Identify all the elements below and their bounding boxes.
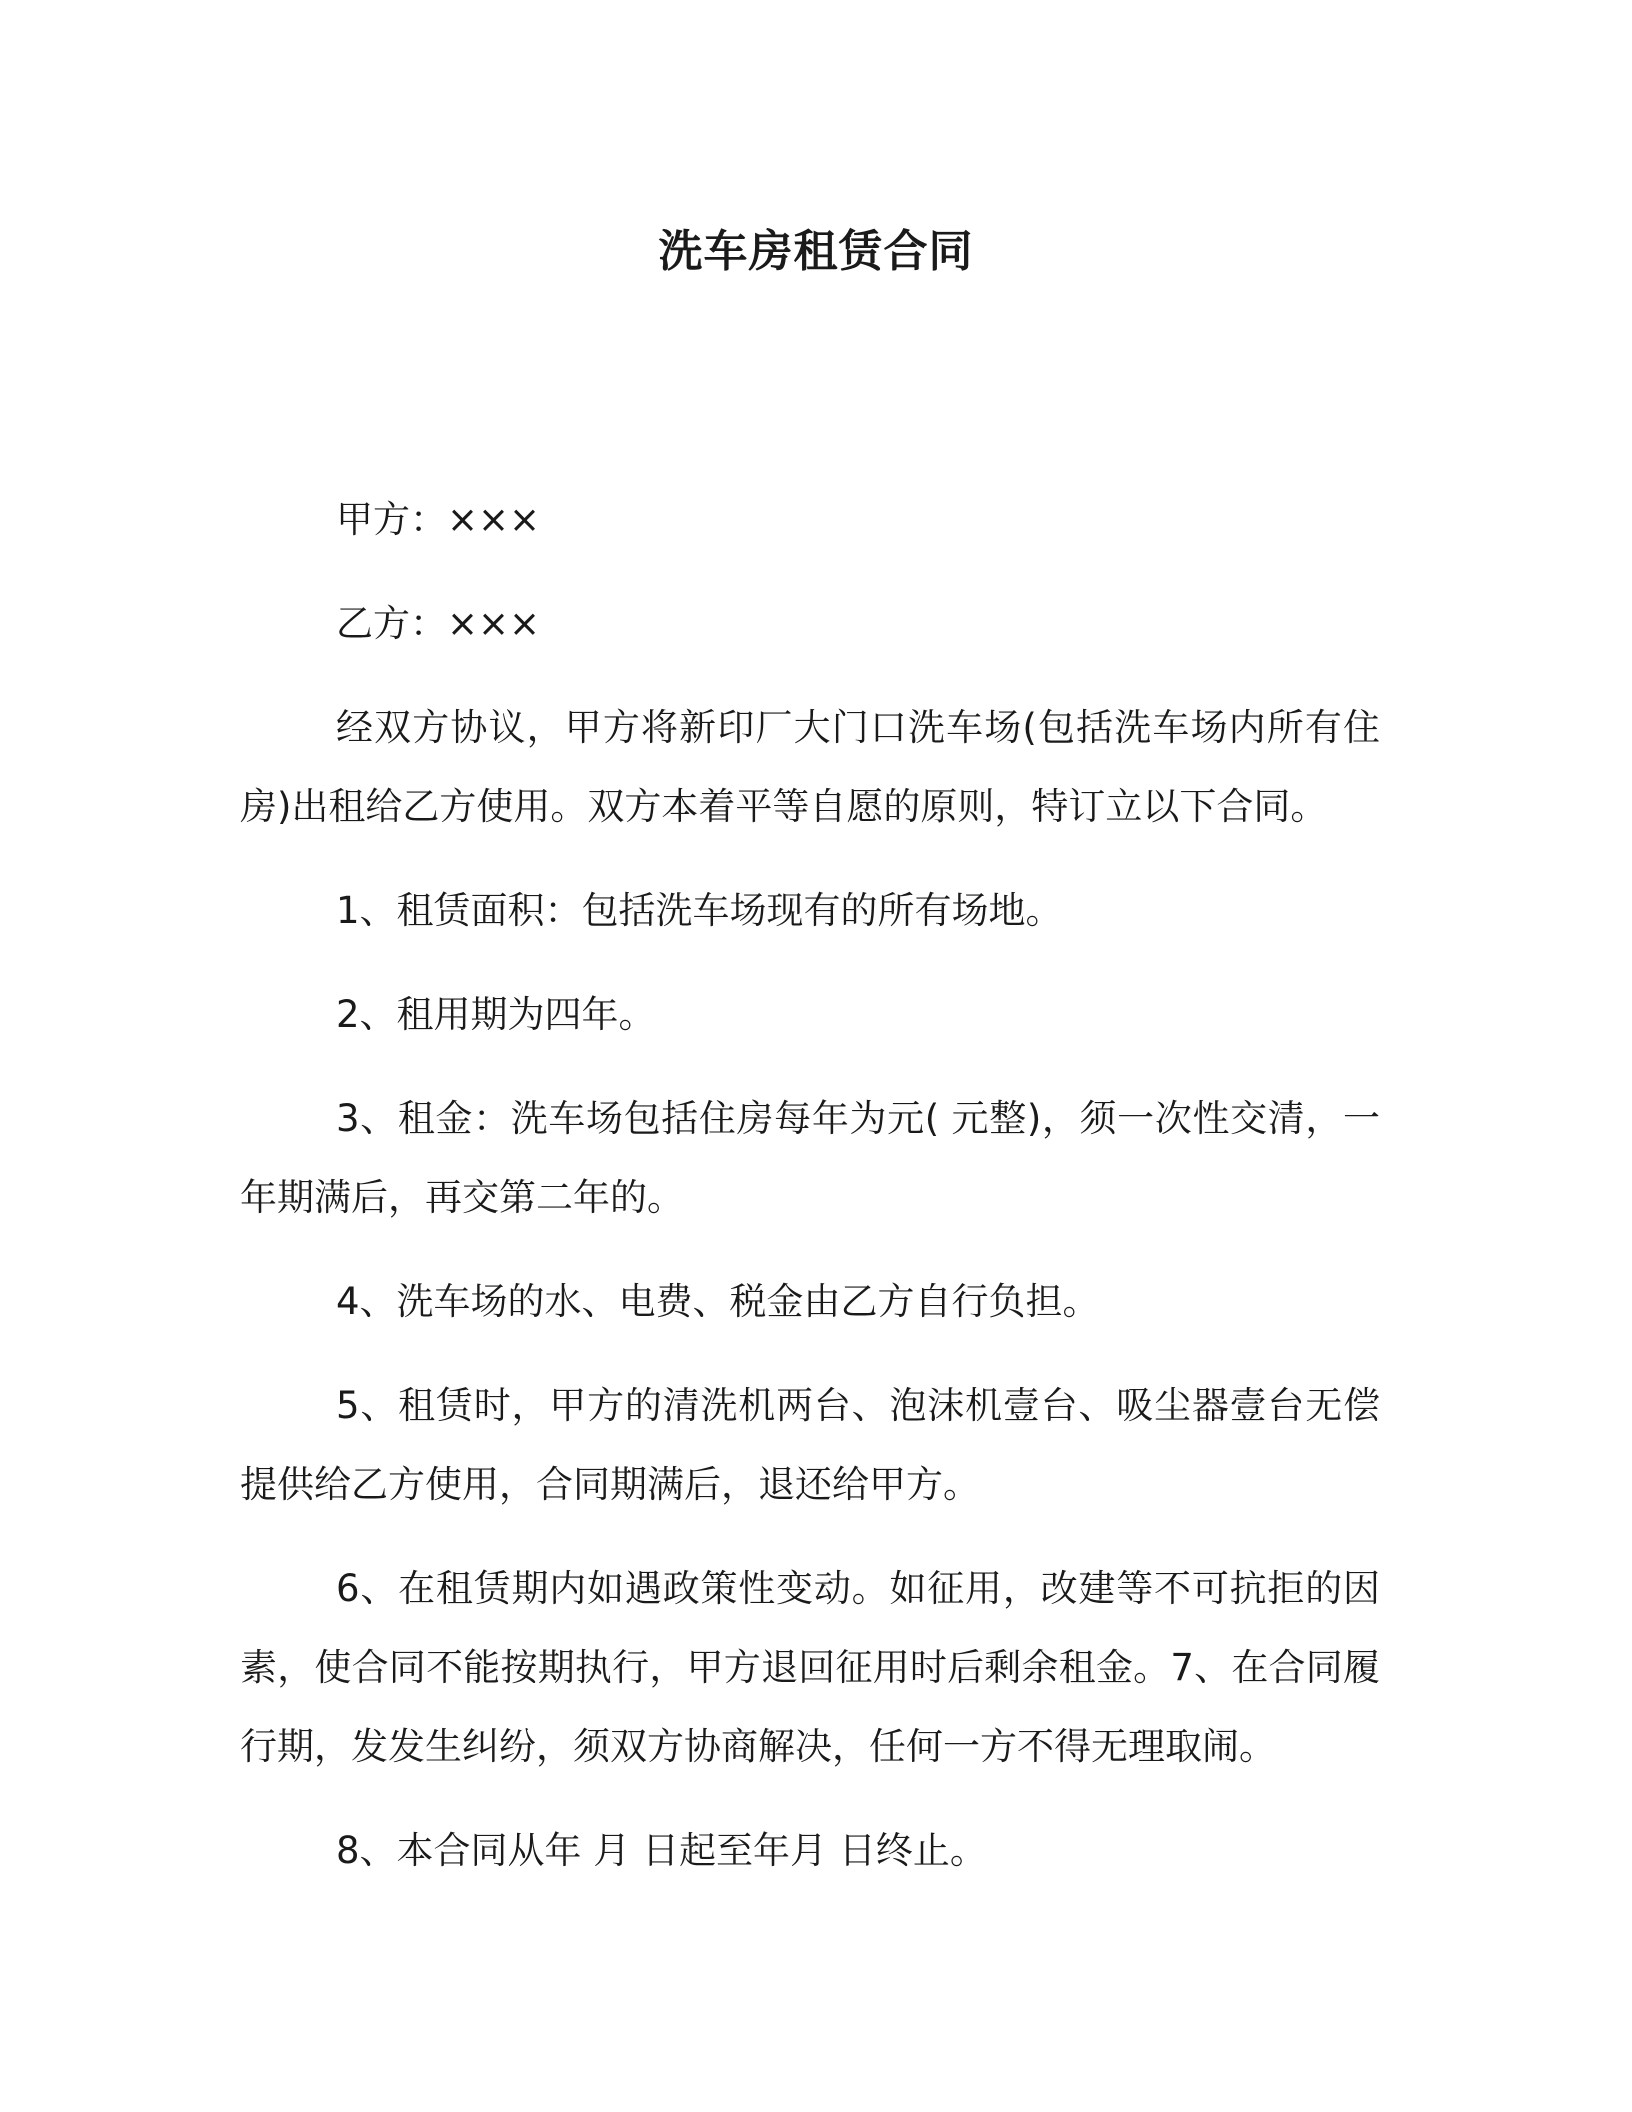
clause-1: 1、租赁面积：包括洗车场现有的所有场地。	[336, 889, 1063, 932]
document-title: 洗车房租赁合同	[658, 226, 974, 277]
clause-2: 2、租用期为四年。	[336, 993, 656, 1036]
clause-6-7: 6、在租赁期内如遇政策性变动。如征用，改建等不可抗拒的因素，使合同不能按期执行，甲方退回征用时后剩余租金。7、在合同履行期，发发生纠纷，须双方协商解决，任何一方不得无理取闹。	[240, 1567, 1380, 1768]
clause-4: 4、洗车场的水、电费、税金由乙方自行负担。	[336, 1280, 1100, 1323]
clause-5: 5、租赁时，甲方的清洗机两台、泡沫机壹台、吸尘器壹台无偿提供给乙方使用，合同期满后，退还给甲方。	[240, 1384, 1380, 1506]
clause-3: 3、租金：洗车场包括住房每年为元( 元整)，须一次性交清，一年期满后，再交第二年的。	[240, 1097, 1380, 1219]
document-body	[240, 480, 1380, 1915]
intro-paragraph: 经双方协议，甲方将新印厂大门口洗车场(包括洗车场内所有住房)出租给乙方使用。双方本着平等自愿的原则，特订立以下合同。	[240, 706, 1380, 828]
party-a-line: 甲方：×××	[336, 498, 541, 541]
clause-8: 8、本合同从年 月 日起至年月 日终止。	[336, 1829, 987, 1872]
party-b-line: 乙方：×××	[336, 602, 541, 645]
